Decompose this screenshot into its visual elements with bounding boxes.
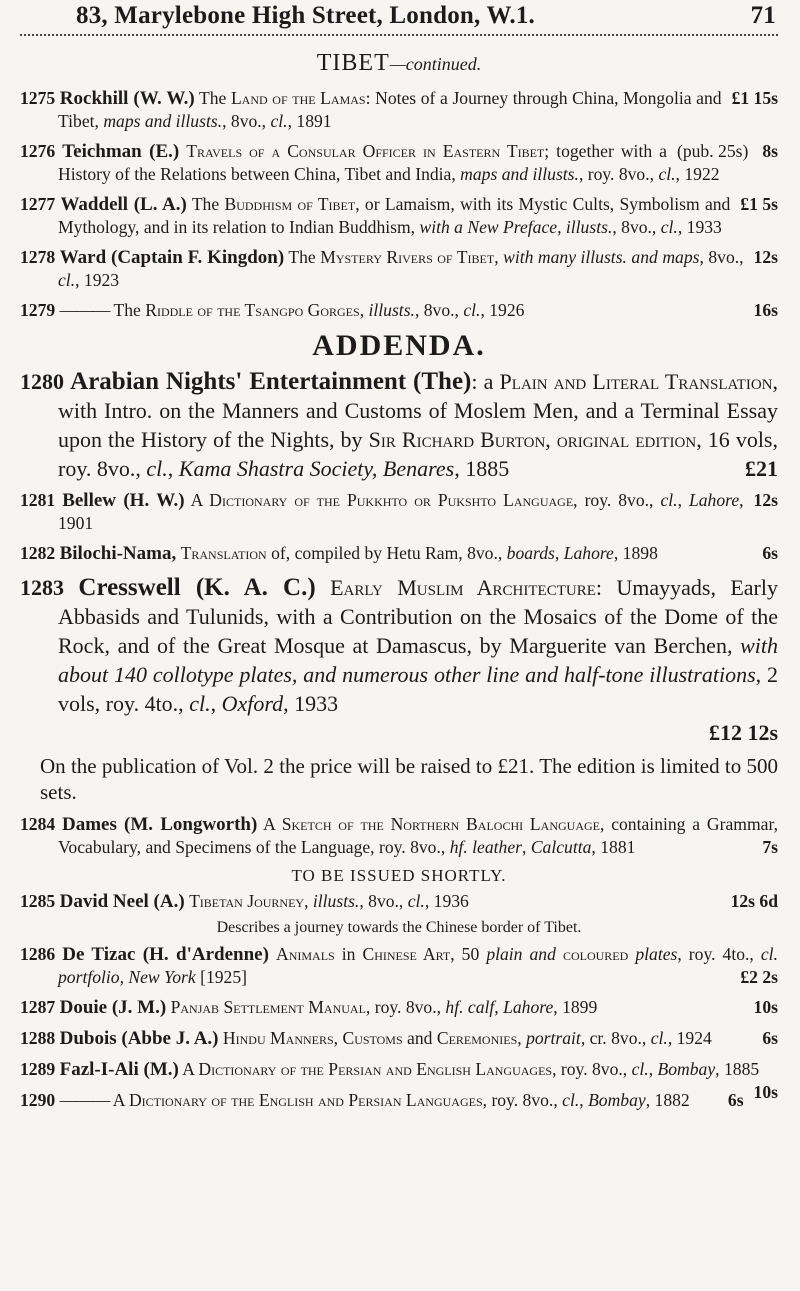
entry-text: ,: [554, 543, 564, 563]
entry-price: 6s: [727, 1090, 744, 1110]
entry-author: David Neel (A.): [59, 891, 185, 912]
entry-title: Dictionary of the Pukkhto or Pukshto Language: [209, 490, 574, 510]
entry-text: The: [109, 300, 146, 320]
entry-text: , roy. 8vo.,: [573, 490, 661, 510]
entry-number: 1275: [20, 88, 56, 108]
entry-text: [269, 944, 276, 964]
entry-price: 6s: [762, 1028, 778, 1048]
entry-italic: Oxford: [221, 691, 284, 716]
entry-author: Cresswell (K. A. C.): [78, 574, 316, 601]
entry-text: : a: [471, 369, 500, 394]
entry-text: [316, 575, 330, 600]
entry-italic: cl.: [658, 164, 676, 184]
entry-number: 1276: [20, 141, 56, 161]
entry-italic: with many illusts. and maps: [503, 247, 700, 267]
entry-number: 1279: [20, 300, 56, 320]
entry-author: Arabian Nights' Entertainment (The): [70, 368, 472, 395]
entry-text: , 1924: [667, 1028, 712, 1048]
entry-text: , 1891: [287, 111, 332, 131]
entry-italic: hf. calf, Lahore: [445, 997, 554, 1017]
header-rule: [20, 34, 778, 36]
entry-1288: [20, 1027, 778, 1050]
entry-number: 1278: [20, 247, 56, 267]
entry-title: coloured: [562, 944, 629, 964]
entry-text: , 1933: [283, 691, 339, 716]
entry-italic: Kama Shastra Society, Benares: [178, 456, 455, 481]
entry-italic: maps and illusts.: [103, 111, 223, 131]
entry-author: Bellew (H. W.): [62, 490, 185, 511]
section-title: [20, 50, 778, 77]
entry-text: , 1923: [75, 270, 120, 290]
entry-number: 1284: [20, 814, 56, 834]
entry-italic: cl.: [407, 891, 425, 911]
entry-text: ,: [522, 837, 531, 857]
entry-number: 1287: [20, 997, 56, 1017]
entry-number: 1286: [20, 944, 56, 964]
entry-text: , 50: [450, 944, 487, 964]
entry-author: Bilochi-Nama,: [59, 543, 177, 564]
entry-italic: cl.: [631, 1059, 649, 1079]
entry-author: Ward (Captain F. Kingdon): [59, 247, 285, 268]
entry-title: Dictionary of the Persian and English Languages: [198, 1059, 553, 1079]
entry-italic: cl.: [189, 691, 211, 716]
entry-italic: cl.: [463, 300, 481, 320]
entry-text: The: [194, 88, 231, 108]
entry-author: Rockhill (W. W.): [59, 88, 195, 109]
entry-text: , 8vo.,: [414, 300, 464, 320]
entry-text: , 1882: [645, 1090, 690, 1110]
entry-title: Buddhism of Tibet: [224, 194, 356, 214]
entry-title: Dictionary of the English and Persian Languages: [128, 1090, 483, 1110]
entry-text: , 8vo.,: [612, 217, 661, 237]
entry-italic: cl.: [562, 1090, 580, 1110]
entry-text: , with Intro. on the Manners and Customs of Moslem Men, and a Terminal Essay upon the History of the Nights, by: [58, 369, 778, 452]
entry-italic: portrait: [526, 1028, 581, 1048]
entry-text: , 2 vols, roy. 4to.,: [58, 662, 779, 716]
entry-pub-price: (pub. 25s): [676, 141, 749, 161]
entry-price: 6s: [762, 543, 778, 563]
page-header: [20, 0, 778, 30]
section-name: TIBET: [316, 50, 390, 76]
entry-1277: [20, 193, 778, 238]
entry-1278: [20, 246, 778, 291]
entry-number: 1289: [20, 1059, 56, 1079]
entry-italic: cl.: [660, 217, 678, 237]
entry-text: ,: [517, 1028, 527, 1048]
entry-text: , or Lamaism, with its Mystic Cults, Symbolism and Mythology, and in its relation to Indian Buddhism,: [58, 194, 731, 237]
entry-author-dash: ———: [59, 300, 110, 320]
entry-price: £2 2s: [740, 967, 778, 987]
entry-text: , 1885: [454, 456, 510, 481]
entry-text: , 1901: [58, 490, 744, 533]
entry-italic: illusts.: [312, 891, 360, 911]
entry-1281: [20, 489, 778, 534]
entry-italic: hf. leather: [449, 837, 523, 857]
entry-author: Douie (J. M.): [59, 997, 167, 1018]
entry-text: , roy. 8vo.,: [365, 997, 446, 1017]
page-number: 71: [750, 2, 776, 29]
entry-translator: Sir Richard Burton: [368, 427, 546, 452]
entry-italic: cl.: [146, 456, 168, 481]
entry-italic: boards: [506, 543, 555, 563]
entry-1283-note: On the publication of Vol. 2 the price will be raised to £21. The edition is limited to 500 sets.: [40, 754, 778, 804]
entry-text: , roy. 4to.,: [677, 944, 761, 964]
entry-price: £1 5s: [740, 194, 778, 214]
entry-text: , 8vo.,: [222, 111, 271, 131]
header-address: 83, Marylebone High Street, London, W.1.: [76, 2, 535, 29]
entry-text: [1925]: [195, 967, 247, 987]
entry-1276: [20, 140, 778, 185]
entry-1286: [20, 943, 778, 988]
entry-italic: with about 140 collotype plates, and numerous other line and half-tone illustrations: [58, 633, 778, 687]
entry-text: , roy. 8vo.,: [482, 1090, 563, 1110]
entry-title: Panjab Settlement Manual: [170, 997, 366, 1017]
entry-author: Dubois (Abbe J. A.): [59, 1028, 219, 1049]
entry-italic: cl.: [58, 270, 76, 290]
entry-author-dash: ———: [59, 1090, 110, 1110]
entry-author: De Tizac (H. d'Ardenne): [62, 944, 269, 965]
entry-price: 16s: [753, 300, 778, 320]
entry-1284: [20, 813, 778, 858]
entry-price: 12s: [753, 490, 778, 510]
entry-italic: with a New Preface, illusts.: [419, 217, 613, 237]
entry-title: Mystery Rivers of Tibet: [320, 247, 495, 267]
entry-price-value: 8s: [762, 141, 778, 161]
entry-text: : Notes of a Journey through China, Mongolia and Tibet,: [58, 88, 722, 131]
entry-text: , 8vo.,: [699, 247, 744, 267]
entry-1285: [20, 890, 778, 913]
entry-title: Hindu Manners: [222, 1028, 334, 1048]
entry-title: Riddle of the Tsangpo Gorges: [145, 300, 360, 320]
entry-text: A: [184, 490, 210, 510]
entry-text: in: [334, 944, 363, 964]
entry-1287: [20, 996, 778, 1019]
entry-number: 1285: [20, 891, 56, 911]
entry-text: , roy. 8vo.,: [578, 164, 659, 184]
entry-title: Chinese Art: [362, 944, 451, 964]
entry-text: : Umayyads, Early Abbasids and Tulunids, with a Contribution on the Mosaics of the Dome of the Rock, and of the Great Mosque at Damascus, by Marguerite van Berchen,: [58, 575, 778, 658]
entry-italic: Bombay: [657, 1059, 716, 1079]
entry-italic: cl.: [270, 111, 288, 131]
addenda-heading: ADDENDA.: [312, 329, 486, 362]
entry-text: The: [186, 194, 225, 214]
entry-text: ; together with a History of the Relations between China, Tibet and India,: [58, 141, 667, 184]
entry-text: A: [257, 814, 282, 834]
to-be-issued-heading: TO BE ISSUED SHORTLY.: [291, 866, 507, 885]
entry-author: Fazl-I-Ali (M.): [59, 1059, 179, 1080]
entry-text: , 1898: [613, 543, 658, 563]
entry-italic: maps and illusts.: [460, 164, 579, 184]
entry-text: , cr. 8vo.,: [580, 1028, 651, 1048]
entry-italic: cl.: [660, 490, 678, 510]
entry-price: £12 12s: [708, 720, 778, 745]
entry-italic: Lahore: [688, 490, 740, 510]
entry-title: Land of the Lamas: [230, 88, 366, 108]
entry-edition: original edition: [556, 427, 697, 452]
entry-title: Plain and Literal Translation: [499, 369, 773, 394]
entry-title: Ceremonies: [436, 1028, 518, 1048]
entry-price: £1 15s: [731, 88, 778, 108]
entry-text: ,: [359, 300, 369, 320]
entry-italic: Bombay: [588, 1090, 646, 1110]
entry-italic: Lahore: [563, 543, 614, 563]
entry-author: Teichman (E.): [62, 141, 180, 162]
entry-price: [667, 140, 778, 162]
entry-text: of, compiled by Hetu Ram, 8vo.,: [266, 543, 507, 563]
entry-price: 10s: [753, 997, 778, 1017]
entry-text: , 8vo.,: [359, 891, 408, 911]
entry-text: The: [284, 247, 321, 267]
entry-text: , 1881: [591, 837, 636, 857]
entry-text: A: [178, 1059, 199, 1079]
entry-text: ,: [648, 1059, 658, 1079]
entry-author: Waddell (L. A.): [60, 194, 187, 215]
entry-italic: Calcutta: [530, 837, 592, 857]
entry-text: ,: [545, 427, 557, 452]
entry-title: Early Muslim Architecture: [330, 575, 596, 600]
entry-author: Dames (M. Longworth): [62, 814, 258, 835]
section-continued: —continued.: [389, 54, 482, 74]
entry-number: 1282: [20, 543, 56, 563]
entry-1285-description: Describes a journey towards the Chinese border of Tibet.: [216, 919, 582, 936]
entry-1282: [20, 542, 778, 565]
entry-italic: cl.: [650, 1028, 668, 1048]
entry-text: , 1899: [553, 997, 598, 1017]
entry-text: [556, 944, 563, 964]
entry-1283: [20, 573, 778, 747]
entry-title: Sketch of the Northern Balochi Language: [281, 814, 600, 834]
entry-text: and: [402, 1028, 437, 1048]
entry-text: ,: [210, 691, 222, 716]
entry-text: , 16 vols, roy. 8vo.,: [58, 427, 778, 481]
entry-text: , 1922: [675, 164, 720, 184]
entry-price: 10s: [753, 1082, 778, 1102]
entry-price: 7s: [762, 837, 778, 857]
entry-text: ,: [304, 891, 313, 911]
entry-title: Travels of a Consular Officer in Eastern Tibet: [186, 141, 545, 161]
entry-italic: plates: [635, 944, 678, 964]
entry-title: Customs: [342, 1028, 403, 1048]
entry-1279: [20, 299, 778, 321]
entry-number: 1281: [20, 490, 56, 510]
entry-text: ,: [494, 247, 504, 267]
entry-title: Animals: [275, 944, 335, 964]
entry-text: , 1885: [715, 1059, 760, 1079]
entry-1280: [20, 367, 778, 483]
entry-italic: plain and: [486, 944, 556, 964]
entry-title: Tibetan Journey: [189, 891, 305, 911]
entry-number: 1277: [20, 194, 56, 214]
entry-italic: cl. portfolio, New York: [58, 944, 778, 987]
entry-text: , 1933: [677, 217, 722, 237]
entry-text: A: [109, 1090, 129, 1110]
entry-text: , roy. 8vo.,: [552, 1059, 632, 1079]
entry-text: , 1936: [424, 891, 469, 911]
entry-1290: [20, 1089, 778, 1111]
entry-text: ,: [579, 1090, 589, 1110]
entry-title: Translation: [180, 543, 267, 563]
entry-text: , 1926: [480, 300, 525, 320]
entry-number: 1280: [20, 369, 64, 394]
entry-number: 1290: [20, 1090, 56, 1110]
entry-price: 12s: [753, 247, 778, 267]
entry-text: , containing a Grammar, Vocabulary, and Specimens of the Language, roy. 8vo.,: [58, 814, 779, 857]
entry-1275: [20, 87, 778, 132]
entry-number: 1288: [20, 1028, 56, 1048]
entry-text: ,: [167, 456, 179, 481]
entry-number: 1283: [20, 575, 64, 600]
entry-price: £21: [745, 456, 778, 481]
entry-italic: illusts.: [368, 300, 415, 320]
entry-price: 12s 6d: [730, 891, 778, 911]
entry-text: ,: [333, 1028, 343, 1048]
entry-text: ,: [677, 490, 689, 510]
